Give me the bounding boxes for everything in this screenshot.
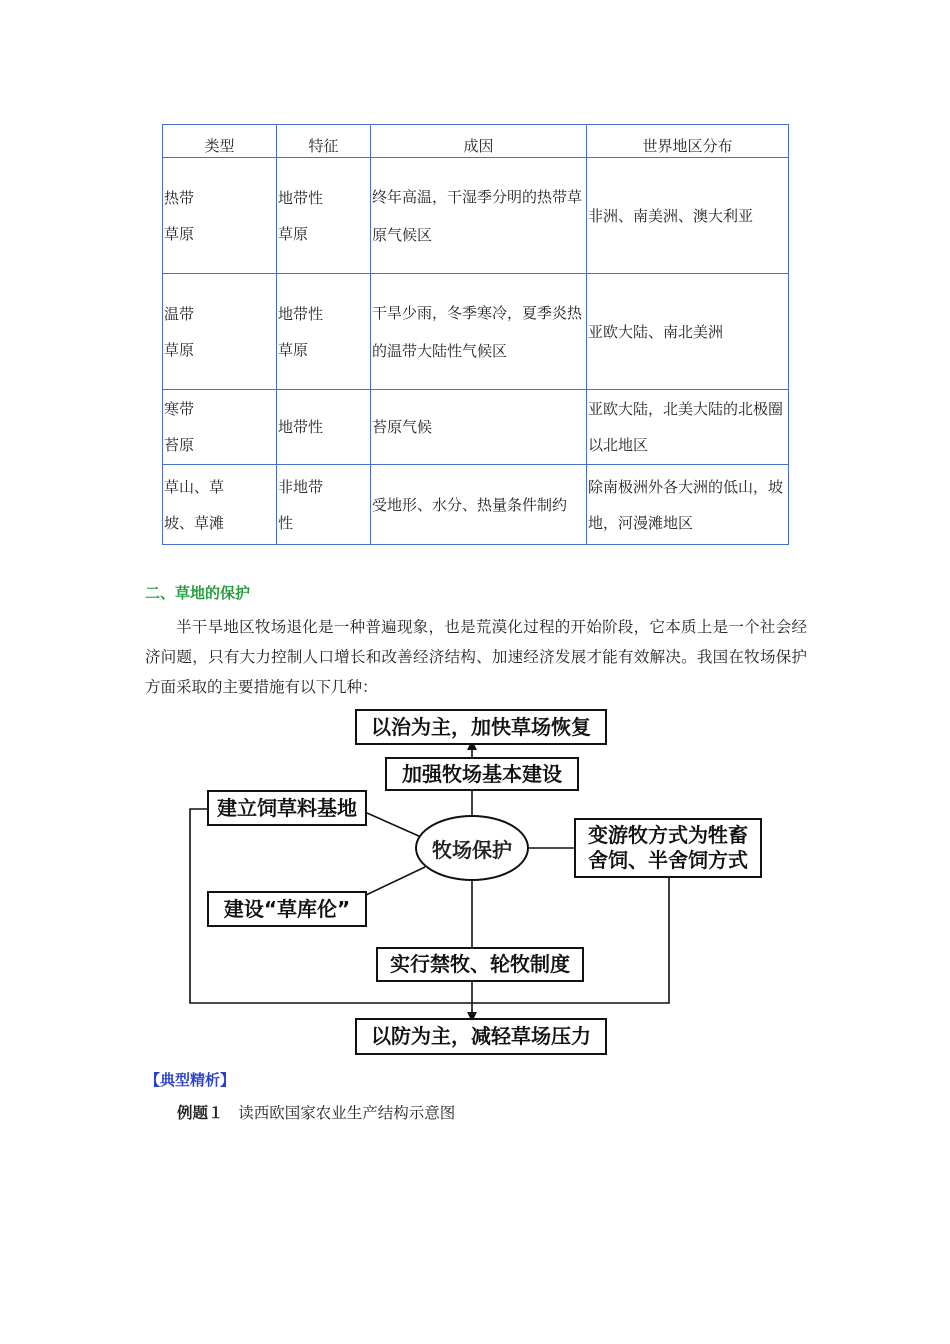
table-header-row <box>163 125 789 158</box>
cell-type-line: 坡、草滩 <box>164 513 225 532</box>
build-box: 加强牧场基本建设 <box>385 757 579 791</box>
cell-feature <box>277 390 371 465</box>
cell-feature <box>277 158 371 274</box>
cell-type-line: 苔原 <box>164 436 195 454</box>
cell-cause-line: 的温带大陆性气候区 <box>372 341 508 360</box>
cell-feature-line: 性 <box>278 513 294 532</box>
cell-cause-line: 苔原气候 <box>372 418 433 436</box>
cell-type <box>163 158 277 274</box>
cell-distribution: 亚欧大陆，北美大陆的北极圈以北地区 <box>587 390 789 465</box>
header-cause: 成因 <box>371 125 587 158</box>
cell-type <box>163 390 277 465</box>
bottom-goal-box: 以防为主，减轻草场压力 <box>355 1018 607 1055</box>
header-type: 类型 <box>163 125 277 158</box>
connector-center-fodder <box>367 813 421 837</box>
table-row <box>163 158 789 274</box>
cell-feature-line: 草原 <box>278 340 309 359</box>
table-row <box>163 465 789 545</box>
table-row <box>163 390 789 465</box>
analysis-heading: 【典型精析】 <box>145 1071 236 1089</box>
cell-type-line: 草原 <box>164 224 195 243</box>
grassland-types-table <box>162 124 789 545</box>
cell-type-line: 草原 <box>164 340 195 359</box>
cell-distribution: 亚欧大陆、南北美洲 <box>587 274 789 390</box>
cell-distribution: 除南极洲外各大洲的低山，坡地，河漫滩地区 <box>587 465 789 545</box>
nomadic-line: 舍饲、半舍饲方式 <box>588 848 748 872</box>
cell-feature-line: 地带性 <box>278 304 324 323</box>
connector-right-loop <box>472 877 669 1003</box>
cell-feature-line: 草原 <box>278 224 309 243</box>
center-ellipse: 牧场保护 <box>415 815 529 881</box>
example-text: 读西欧国家农业生产结构示意图 <box>238 1104 456 1122</box>
cell-type <box>163 465 277 545</box>
cell-feature <box>277 274 371 390</box>
body-paragraph: 半干旱地区牧场退化是一种普遍现象，也是荒漠化过程的开始阶段，它本质上是一个社会经济问题，只有大力控制人口增长和改善经济结构、加速经济发展才能有效解决。我国在牧场保护方面采取的主要措施有以下几种： <box>145 618 807 696</box>
cell-feature-line: 地带性 <box>278 418 324 436</box>
header-distribution: 世界地区分布 <box>587 125 789 158</box>
top-goal-box: 以治为主，加快草场恢复 <box>355 709 607 745</box>
section-heading: 二、草地的保护 <box>145 584 251 602</box>
fodder-box: 建立饲草料基地 <box>207 790 367 826</box>
grassland-protection-diagram <box>185 705 770 1060</box>
nomadic-box <box>574 818 762 878</box>
cell-feature-line: 非地带 <box>278 477 324 496</box>
table-row <box>163 274 789 390</box>
cell-distribution: 非洲、南美洲、澳大利亚 <box>587 158 789 274</box>
cell-feature-line: 地带性 <box>278 188 324 207</box>
cell-cause-line: 终年高温，干湿季分明的热带草 <box>372 187 583 206</box>
cell-type <box>163 274 277 390</box>
cell-type-line: 热带 <box>164 188 195 207</box>
cell-cause-line: 干旱少雨，冬季寒冷，夏季炎热 <box>372 303 583 322</box>
grass-storage-box: 建设“草库伦” <box>207 891 367 927</box>
cell-feature <box>277 465 371 545</box>
cell-cause <box>371 465 587 545</box>
cell-cause <box>371 158 587 274</box>
cell-cause-line: 原气候区 <box>372 225 433 244</box>
nomadic-line: 变游牧方式为牲畜 <box>588 823 748 847</box>
grazing-box: 实行禁牧、轮牧制度 <box>376 947 584 982</box>
example-label: 例题１ <box>177 1104 224 1122</box>
header-feature: 特征 <box>277 125 371 158</box>
cell-cause <box>371 390 587 465</box>
example-line <box>177 1101 455 1123</box>
cell-type-line: 温带 <box>164 304 195 323</box>
cell-type-line: 草山、草 <box>164 477 225 496</box>
cell-type-line: 寒带 <box>164 400 195 418</box>
cell-cause <box>371 274 587 390</box>
cell-cause-line: 受地形、水分、热量条件制约 <box>372 495 568 514</box>
